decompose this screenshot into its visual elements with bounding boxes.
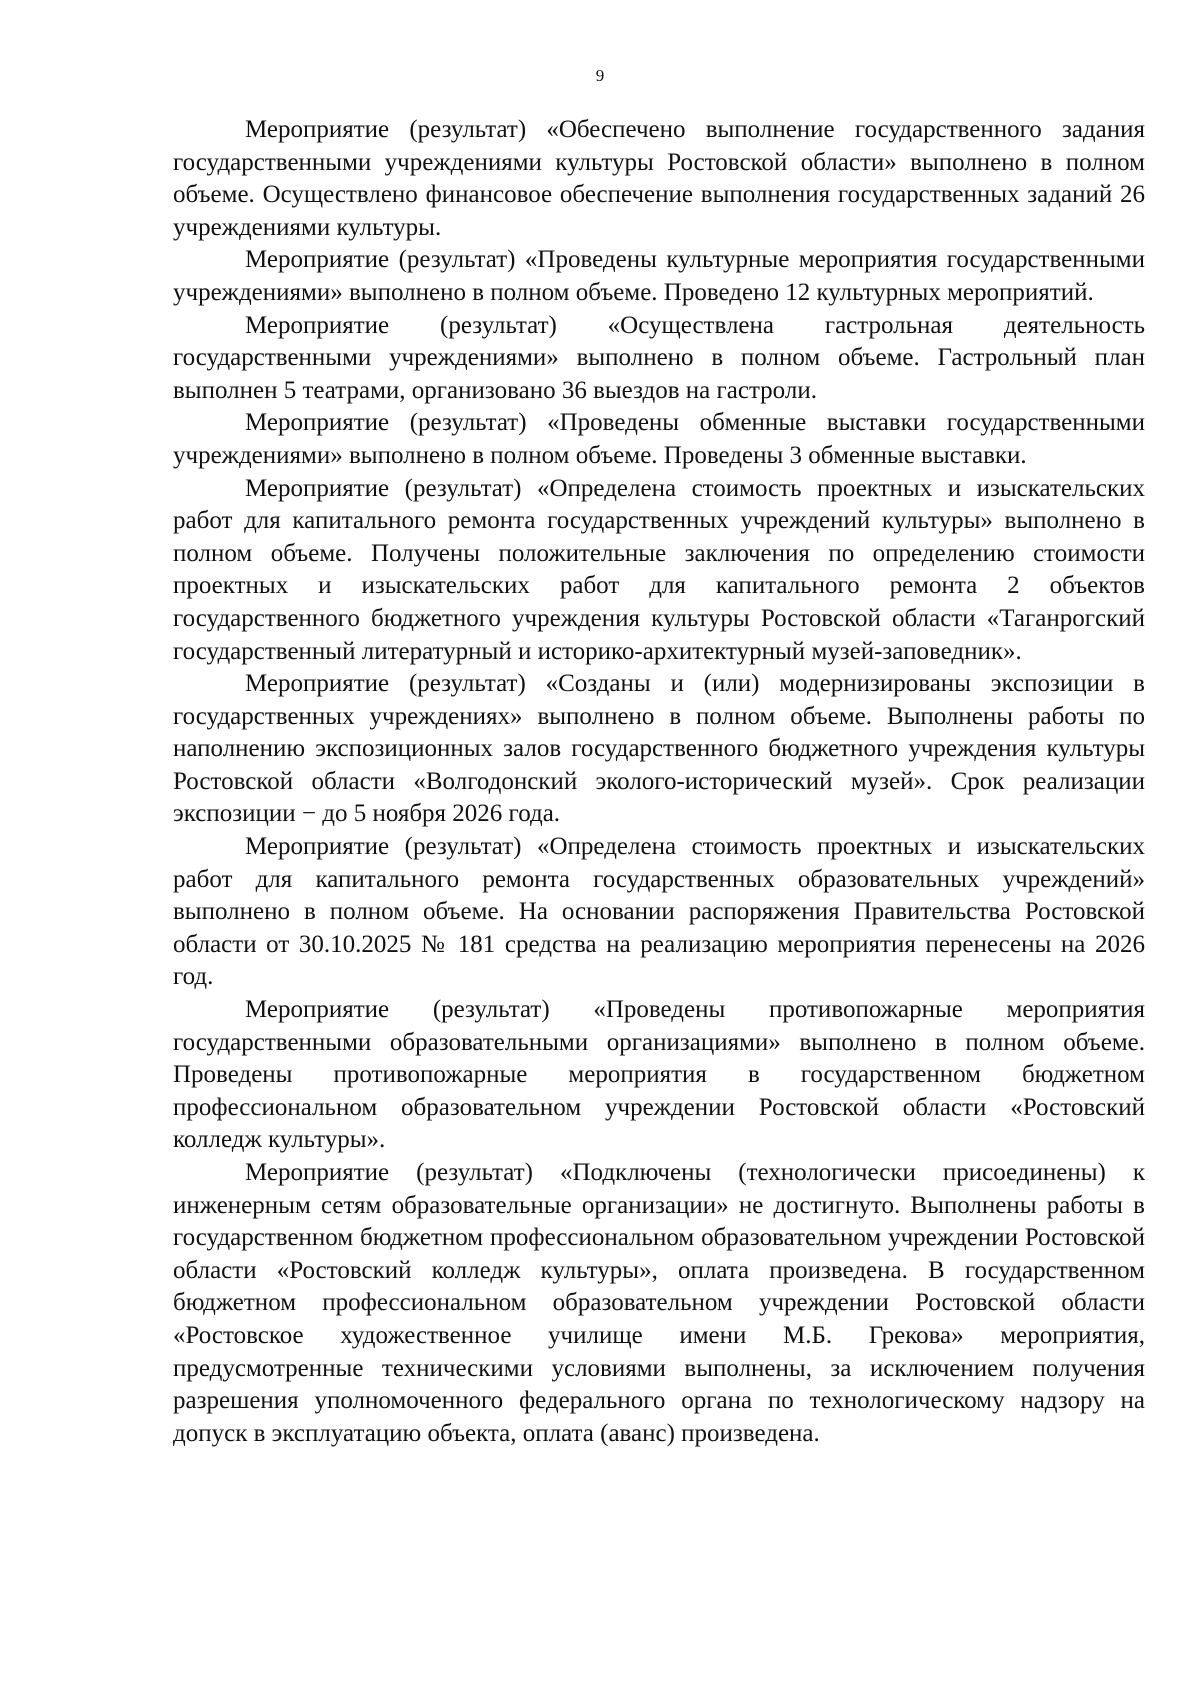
paragraph-cultural-events: Мероприятие (результат) «Проведены культурные мероприятия государственными учреждениями» выполнено в полном объеме. Проведено 12 культурных мероприятий. bbox=[173, 246, 1145, 306]
paragraph-fire-safety: Мероприятие (результат) «Проведены противопожарные мероприятия государственными образовательными организациями» выполнено в полном объеме. Проведены противопожарные мероприятия в государственном бюджетном профессиональном образовательном учреждении Ростовской области «Ростовский колледж культуры». bbox=[173, 996, 1145, 1154]
paragraph-expositions: Мероприятие (результат) «Созданы и (или) модернизированы экспозиции в государственных учреждениях» выполнено в полном объеме. Выполнены работы по наполнению экспозиционных залов государственного бюджетного учреждения культуры Ростовской области «Волгодонский эколого-исторический музей». Срок реализации экспозиции − до 5 ноября 2026 года. bbox=[173, 670, 1145, 828]
page-number: 9 bbox=[595, 66, 605, 85]
paragraph-utility-connection: Мероприятие (результат) «Подключены (технологически присоединены) к инженерным сетям образовательные организации» не достигнуто. Выполнены работы в государственном бюджетном профессиональном образовательном учреждении Ростовской области «Ростовский колледж культуры», оплата произведена. В государственном бюджетном профессиональном образовательном учреждении Ростовской области «Ростовское художественное училище имени М.Б. Грекова» мероприятия, предусмотренные техническими условиями выполнены, за исключением получения разрешения уполномоченного федерального органа по технологическому надзору на допуск в эксплуатацию объекта, оплата (аванс) произведена. bbox=[173, 1159, 1145, 1447]
paragraph-design-works-education: Мероприятие (результат) «Определена стоимость проектных и изыскательских работ для капитального ремонта государственных образовательных учреждений» выполнено в полном объеме. На основании распоряжения Правительства Ростовской области от 30.10.2025 № 181 средства на реализацию мероприятия перенесены на 2026 год. bbox=[173, 833, 1145, 991]
paragraph-exchange-exhibitions: Мероприятие (результат) «Проведены обменные выставки государственными учреждениями» выполнено в полном объеме. Проведены 3 обменные выставки. bbox=[173, 409, 1145, 469]
paragraph-design-works-culture: Мероприятие (результат) «Определена стоимость проектных и изыскательских работ для капитального ремонта государственных учреждений культуры» выполнено в полном объеме. Получены положительные заключения по определению стоимости проектных и изыскательских работ для капитального ремонта 2 объектов государственного бюджетного учреждения культуры Ростовской области «Таганрогский государственный литературный и историко-архитектурный музей-заповедник». bbox=[173, 474, 1145, 665]
paragraph-touring: Мероприятие (результат) «Осуществлена гастрольная деятельность государственными учреждениями» выполнено в полном объеме. Гастрольный план выполнен 5 театрами, организовано 36 выездов на гастроли. bbox=[173, 311, 1145, 404]
document-body bbox=[173, 114, 1145, 1450]
paragraph-cultural-assignment: Мероприятие (результат) «Обеспечено выполнение государственного задания государственными учреждениями культуры Ростовской области» выполнено в полном объеме. Осуществлено финансовое обеспечение выполнения государственных заданий 26 учреждениями культуры. bbox=[173, 116, 1145, 241]
